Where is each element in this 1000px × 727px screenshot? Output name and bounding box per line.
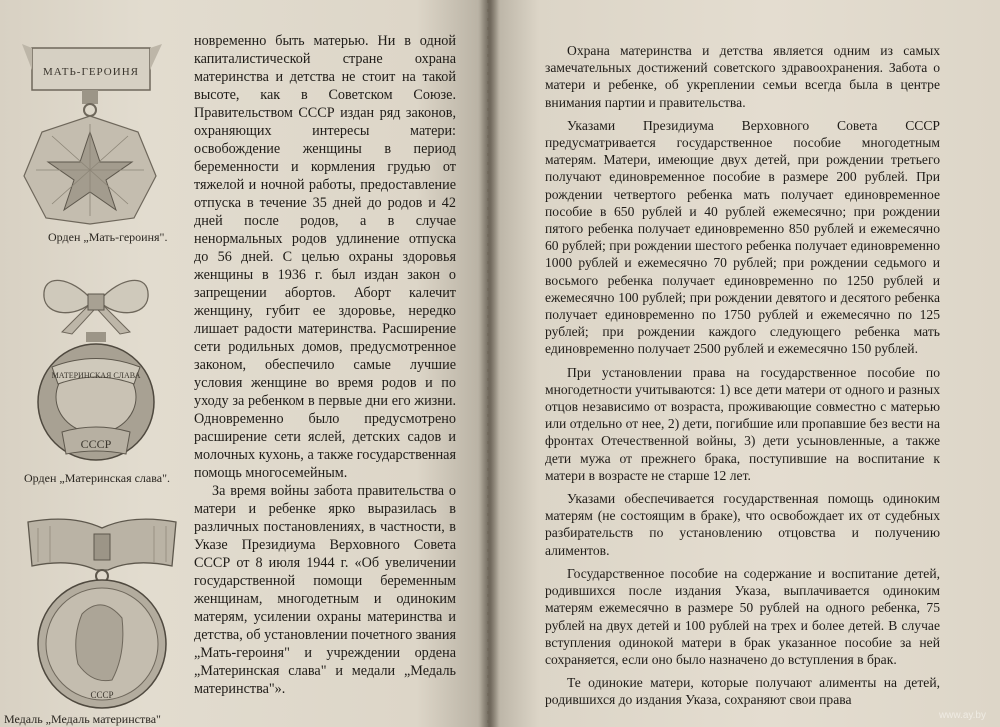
right-page-text	[545, 42, 940, 715]
left-page-text	[194, 32, 456, 698]
ussr-lettering: СССР	[90, 690, 114, 700]
binding-stitches	[487, 0, 489, 727]
paragraph: новременно быть матерью. Ни в одной капиталистической стране охрана материнства и детства не стоит на такой высоте, как в Советском Союзе. Правительством СССР издан ряд законов, охраняющих интересы матери: освобождение женщины в период беременности и кормления грудью от тяжелой и ночной работы, предоставление отпуска в течение 35 дней до родов и 42 дней после родов, а в случае ненормальных родов удлинение отпуска до 56 дней. С целью охраны здоровья женщины в 1936 г. был издан закон о запрещении абортов. Аборт калечит женщину, губит ее здоровье, нередко лишает радости материнства. Расширение сети родильных домов, предусмотренное законом, обеспечило самые лучшие условия женщине во время родов и по уходу за ребенком в первые дни его жизни. Одновременно было предусмотрено расширение сети яслей, детских садов и молочных кухонь, а также государственная помощь многосемейным.	[194, 33, 456, 481]
paragraph: Те одинокие матери, которые получают алименты на детей, родившихся до издания Указа, сохраняют свои права	[545, 675, 940, 708]
right-page	[488, 0, 1000, 727]
book-gutter	[478, 0, 500, 727]
paragraph: При установлении права на государственное пособие по многодетности учитываются: 1) все дети матери от одного и разных отцов независимо от возраста, проживающие совместно с матерью или отдельно от нее, 2) дети, погибшие или пропавшие без вести на фронтах Отечественной войны, 3) дети усыновленные, а также дети мужа от прежнего брака, поступившие на воспитание к матери в возрасте не старше 12 лет.	[545, 364, 940, 483]
motherhood-medal-image	[22, 514, 182, 714]
watermark: www.ay.by	[938, 710, 986, 721]
paragraph: Указами обеспечивается государственная помощь одиноким матерям (не состоящим в браке), что освобождает их от судебных разбирательств по установлению отцовства и получению алиментов.	[545, 491, 940, 558]
ussr-lettering: СССР	[80, 437, 112, 451]
figure-caption-mother-heroine: Орден „Мать-героиня".	[48, 230, 168, 244]
figure-caption-motherhood-medal: Медаль „Медаль материнства"	[4, 712, 161, 726]
paragraph: За время войны забота правительства о матери и ребенке ярко выразилась в различных постановлениях, в частности, в Указе Президиума Верховного Совета СССР от 8 июля 1944 г. «Об увеличении государственной помощи беременным женщинам, многодетным и одиноким матерям, усилении охраны материнства и детства, об установлении почетного звания „Мать-героиня" и учреждении ордена „Материнская слава" и медали „Медаль материнства"».	[194, 483, 456, 697]
ribbon-lettering: МАТЕРИНСКАЯ СЛАВА	[51, 371, 141, 380]
mother-heroine-order-image	[22, 40, 182, 225]
paragraph: Указами Президиума Верховного Совета СССР предусматривается государственное пособие многодетным матерям. Матери, имеющие двух детей, при рождении третьего получают единовременное пособие в размере 200 рублей. При рождении четвертого ребенка мать получает единовременное пособие в 650 рублей и 40 рублей ежемесячно; при рождении пятого ребенка получает единовременно 850 рублей и ежемесячно 60 рублей; при рождении шестого ребенка получает единовременно 1000 рублей и ежемесячно 70 рублей; при рождении седьмого и восьмого ребенка получает единовременно по 1250 рублей и ежемесячно 100 рублей; при рождении девятого и десятого ребенка получает единовременно по 1750 рублей и ежемесячно по 125 рублей; при рождении каждого следующего ребенка мать единовременно получает 2500 рублей и ежемесячно 150 рублей.	[545, 117, 940, 357]
figure-caption-maternal-glory: Орден „Материнская слава".	[24, 471, 170, 485]
maternal-glory-order-image	[22, 272, 182, 462]
left-page	[0, 0, 490, 727]
paragraph: Охрана материнства и детства является одним из самых замечательных достижений советского здравоохранения. Забота о матери и ребенке, об укреплении семьи всегда была в центре внимания партии и правительства.	[545, 43, 940, 110]
paragraph: Государственное пособие на содержание и воспитание детей, родившихся после издания Указа, выплачивается одиноким матерям ежемесячно в размере 50 рублей на одного ребенка, 75 рублей на двух детей и 100 рублей на трех и более детей. В случае вступления одинокой матери в брак указанное пособие за ней сохраняется, если оно было назначено до вступления в брак.	[545, 565, 940, 667]
ribbon-lettering: МАТЬ-ГЕРОИНЯ	[43, 66, 139, 78]
